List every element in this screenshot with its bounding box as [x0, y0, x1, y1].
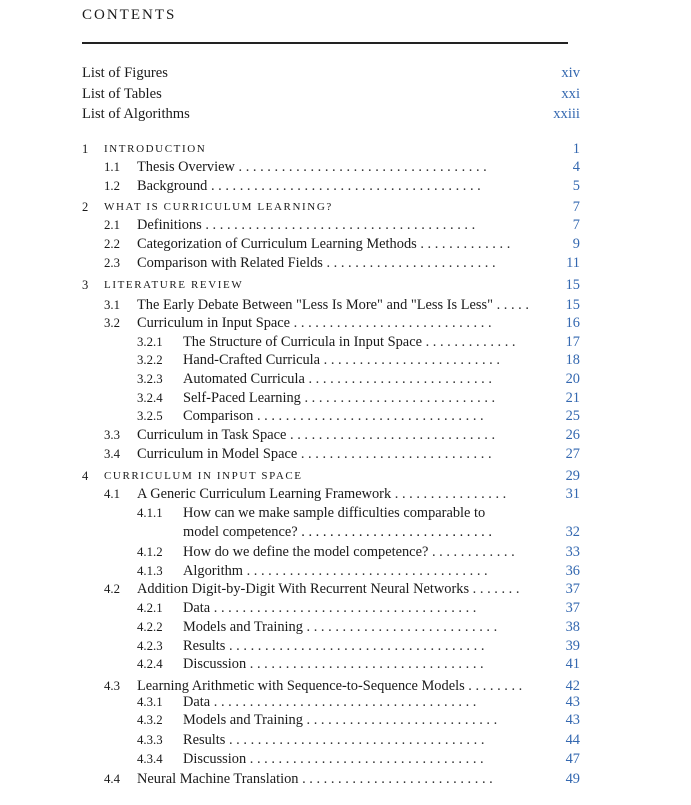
toc-subsection-entry[interactable]: [82, 351, 580, 370]
toc-section-entry[interactable]: [82, 445, 580, 464]
entry-number: 4.2: [104, 582, 120, 596]
page-number-link[interactable]: 27: [565, 446, 580, 462]
page-number-link[interactable]: 15: [565, 297, 580, 313]
entry-number: 3.4: [104, 447, 120, 461]
entry-title: Learning Arithmetic with Sequence-to-Sequence Models: [137, 678, 465, 694]
dot-leader: . . . . . . . . . . . . . . . . . . . . . . . . . . . . . . . . .: [246, 656, 484, 672]
toc-section-entry[interactable]: [82, 177, 580, 196]
dot-leader: . . . . . . . . . . . . . . . . . . . . . . . . . . .: [297, 446, 492, 462]
toc-section-entry[interactable]: [82, 580, 580, 599]
entry-title: Models and Training: [183, 712, 303, 728]
page-number-link[interactable]: 44: [565, 732, 580, 748]
dot-leader: . . . . . . . . . . . . . . . . . . . . . . . . . . .: [302, 712, 498, 728]
entry-number: 3: [82, 278, 89, 292]
page-number-link[interactable]: 29: [565, 468, 580, 484]
toc-subsection-entry[interactable]: [82, 389, 580, 408]
page-number-link[interactable]: 32: [565, 524, 580, 540]
dot-leader: . . . . . . . . . . . . . . . . . . . . . . . . . . . . . . . . . . . .: [225, 638, 485, 654]
entry-number: 3.2.5: [137, 409, 163, 423]
entry-title: Neural Machine Translation: [137, 771, 299, 787]
entry-number: 3.2.3: [137, 372, 163, 386]
entry-number: 2.3: [104, 256, 120, 270]
page-number-link[interactable]: 42: [565, 678, 580, 694]
entry-number: 4.3.3: [137, 733, 163, 747]
entry-title: Comparison with Related Fields: [137, 255, 323, 271]
entry-title: How do we define the model competence?: [183, 544, 429, 560]
page-number-link[interactable]: 41: [565, 656, 580, 672]
entry-number: 2: [82, 200, 89, 214]
toc-subsection-entry[interactable]: [82, 731, 580, 750]
toc-section-entry[interactable]: [82, 770, 580, 789]
entry-title: Discussion: [183, 751, 247, 767]
page-number-link[interactable]: 9: [572, 236, 580, 252]
toc-section-entry[interactable]: [82, 314, 580, 333]
toc-section-entry[interactable]: [82, 158, 580, 177]
dot-leader: . . . . . . . . . . . . . . . . . . . . . . . . . . . . . . . . . . . . . .: [207, 178, 481, 194]
toc-chapter-entry[interactable]: [82, 276, 580, 295]
entry-number: 4.1.1: [137, 506, 163, 520]
entry-number: 1.1: [104, 160, 120, 174]
dot-leader: . . . . . . . . . . . . . . . . . . . . . . . . . . . . . . . . .: [246, 751, 484, 767]
dot-leader: . . . . . . . . . . . . . . . . . . . . . . . . . .: [304, 371, 492, 387]
dot-leader: . . . . . . . . . . . . . . . .: [391, 486, 507, 502]
entry-number: 4: [82, 469, 89, 483]
toc-front-entry[interactable]: [82, 64, 580, 83]
page-number-link[interactable]: 7: [572, 199, 580, 215]
entry-title: Results: [183, 638, 226, 654]
toc-subsection-entry[interactable]: [82, 562, 580, 581]
entry-title: Comparison: [183, 408, 254, 424]
entry-number: 4.3.1: [137, 695, 163, 709]
page-number-link[interactable]: 15: [565, 277, 580, 293]
entry-title: Data: [183, 600, 211, 616]
dot-leader: . . . . . . . . . . . .: [428, 544, 515, 560]
dot-leader: . . . . . . .: [469, 581, 520, 597]
dot-leader: . . . . . . . . . . . . . . . . . . . . . . . . . . . . .: [286, 427, 496, 443]
entry-title: Categorization of Curriculum Learning Methods: [137, 236, 417, 252]
entry-title: Thesis Overview: [137, 159, 235, 175]
page-number-link[interactable]: 5: [572, 178, 580, 194]
entry-title: Hand-Crafted Curricula: [183, 352, 321, 368]
entry-title: List of Tables: [82, 86, 162, 102]
entry-number: 3.2.2: [137, 353, 163, 367]
entry-title: Background: [137, 178, 208, 194]
dot-leader: . . . . . . . . . . . . . . . . . . . . . . . . . . . . . . . .: [253, 408, 484, 424]
page-number-link[interactable]: 39: [565, 638, 580, 654]
entry-title: List of Algorithms: [82, 106, 190, 122]
toc-section-entry[interactable]: [82, 235, 580, 254]
page-number-link[interactable]: 49: [565, 771, 580, 787]
page-number-link[interactable]: xxi: [561, 86, 580, 102]
entry-number: 4.3: [104, 679, 120, 693]
entry-number: 4.2.3: [137, 639, 163, 653]
dot-leader: . . . . . . . . . . . . . . . . . . . . . . . . . . . . . . . . . . .: [234, 159, 487, 175]
page-number-link[interactable]: 1: [572, 141, 580, 157]
entry-title: List of Figures: [82, 65, 168, 81]
entry-number: 4.1: [104, 487, 120, 501]
toc-front-entry[interactable]: [82, 85, 580, 104]
dot-leader: . . . . . . . . . . . . . . . . . . . . . . . . . . .: [302, 619, 498, 635]
page-number-link[interactable]: 37: [565, 600, 580, 616]
dot-leader: . . . . . . . . . . . . . . . . . . . . . . . . .: [320, 352, 500, 368]
dot-leader: . . . . . . . .: [464, 678, 523, 694]
entry-title: Curriculum in Input Space: [137, 315, 291, 331]
toc-front-entry[interactable]: [82, 105, 580, 124]
toc-subsection-entry[interactable]: [82, 618, 580, 637]
entry-title: Algorithm: [183, 563, 243, 579]
heading-rule: [82, 42, 568, 44]
toc-subsection-entry[interactable]: [82, 750, 580, 769]
entry-title: The Structure of Curricula in Input Space: [183, 334, 422, 350]
entry-title: Discussion: [183, 656, 247, 672]
toc-subsection-entry[interactable]: [82, 655, 580, 674]
entry-number: 4.2.4: [137, 657, 163, 671]
entry-title: Definitions: [137, 217, 202, 233]
page-number-link[interactable]: xiv: [561, 65, 580, 81]
entry-title: How can we make sample difficulties comparable to: [183, 505, 486, 521]
entry-number: 1.2: [104, 179, 120, 193]
toc-subsection-entry[interactable]: [82, 637, 580, 656]
toc-heading: CONTENTS: [82, 7, 177, 23]
dot-leader: . . . . . . . . . . . . . . . . . . . . . . . . . . . .: [290, 315, 492, 331]
toc-chapter-entry[interactable]: [82, 198, 580, 217]
entry-number: 3.1: [104, 298, 120, 312]
toc-subsection-entry[interactable]: [82, 599, 580, 618]
entry-title: CURRICULUM IN INPUT SPACE: [104, 470, 303, 482]
entry-number: 3.2: [104, 316, 120, 330]
entry-title: WHAT IS CURRICULUM LEARNING?: [104, 201, 333, 213]
entry-title: LITERATURE REVIEW: [104, 279, 244, 291]
page-number-link[interactable]: 7: [572, 217, 580, 233]
page-number-link[interactable]: 43: [565, 694, 580, 710]
page-number-link[interactable]: 47: [565, 751, 580, 767]
toc-section-entry[interactable]: [82, 296, 580, 315]
page-number-link[interactable]: 16: [565, 315, 580, 331]
entry-title: Models and Training: [183, 619, 303, 635]
toc-entry-continuation[interactable]: [183, 523, 492, 542]
page-number-link[interactable]: 36: [565, 563, 580, 579]
dot-leader: . . . . . . . . . . . . . . . . . . . . . . . . . . .: [298, 771, 493, 787]
page-number-link[interactable]: 37: [565, 581, 580, 597]
entry-title: Addition Digit-by-Digit With Recurrent Neural Networks: [137, 581, 470, 597]
entry-number: 3.2.1: [137, 335, 163, 349]
toc-section-entry[interactable]: [82, 216, 580, 235]
entry-number: 2.2: [104, 237, 120, 251]
entry-number: 4.2.2: [137, 620, 163, 634]
page-number-link[interactable]: 43: [565, 712, 580, 728]
entry-number: 2.1: [104, 218, 120, 232]
toc-subsection-entry[interactable]: [82, 407, 580, 426]
page-number-link[interactable]: 21: [565, 390, 580, 406]
dot-leader: . . . . . . . . . . . . . . . . . . . . . . . . . . . . . . . . . .: [242, 563, 488, 579]
toc-section-entry[interactable]: [82, 254, 580, 273]
entry-number: 4.1.2: [137, 545, 163, 559]
entry-title: A Generic Curriculum Learning Framework: [137, 486, 392, 502]
entry-number: 4.3.2: [137, 713, 163, 727]
dot-leader: . . . . . . . . . . . . . . . . . . . . . . . . . . . . . . . . . . . . . .: [201, 217, 476, 233]
entry-title: Curriculum in Task Space: [137, 427, 287, 443]
page-number-link[interactable]: 11: [566, 255, 580, 271]
dot-leader: . . . . . . . . . . . . . . . . . . . . . . . . . . . . . . . . . . . .: [225, 732, 485, 748]
toc-chapter-entry[interactable]: [82, 140, 580, 159]
dot-leader: . . . . . . . . . . . . .: [416, 236, 511, 252]
dot-leader: . . . . . . . . . . . . . . . . . . . . . . . . . . .: [300, 390, 496, 406]
toc-section-entry[interactable]: [82, 426, 580, 445]
entry-number: 3.2.4: [137, 391, 163, 405]
dot-leader: . . . . . . . . . . . . .: [421, 334, 516, 350]
toc-chapter-entry[interactable]: [82, 467, 580, 486]
toc-subsection-entry[interactable]: [82, 543, 580, 562]
page-number-link[interactable]: 31: [565, 486, 580, 502]
page-number-link[interactable]: 38: [565, 619, 580, 635]
entry-title: Results: [183, 732, 226, 748]
entry-title: Self-Paced Learning: [183, 390, 301, 406]
dot-leader: . . . . . . . . . . . . . . . . . . . . . . . . . . . . . . . . . . . . .: [210, 694, 477, 710]
page-number-link[interactable]: 18: [565, 352, 580, 368]
entry-number: 4.2.1: [137, 601, 163, 615]
page-number-link[interactable]: 17: [565, 334, 580, 350]
dot-leader: . . . . . . . . . . . . . . . . . . . . . . . . . . . . . . . . . . . . .: [210, 600, 477, 616]
entry-number: 4.3.4: [137, 752, 163, 766]
page-number-link[interactable]: 20: [565, 371, 580, 387]
entry-number: 4.4: [104, 772, 120, 786]
entry-title: Automated Curricula: [183, 371, 305, 387]
page-number-link[interactable]: 33: [565, 544, 580, 560]
dot-leader: . . . . .: [492, 297, 529, 313]
page-number-link[interactable]: 26: [565, 427, 580, 443]
page-number-link[interactable]: 4: [572, 159, 580, 175]
entry-number: 1: [82, 142, 89, 156]
entry-title: INTRODUCTION: [104, 143, 207, 155]
entry-number: 4.1.3: [137, 564, 163, 578]
toc-subsection-entry[interactable]: [82, 370, 580, 389]
page-number-link[interactable]: 25: [565, 408, 580, 424]
toc-subsection-entry[interactable]: [82, 693, 580, 712]
toc-subsection-entry[interactable]: [82, 333, 580, 352]
entry-title: The Early Debate Between "Less Is More" and "Less Is Less": [137, 297, 493, 313]
dot-leader: . . . . . . . . . . . . . . . . . . . . . . . . . . .: [297, 524, 492, 540]
entry-title: Curriculum in Model Space: [137, 446, 298, 462]
toc-subsection-entry[interactable]: [82, 711, 580, 730]
toc-section-entry[interactable]: [82, 485, 580, 504]
page-number-link[interactable]: xxiii: [553, 106, 580, 122]
entry-title: Data: [183, 694, 211, 710]
entry-title-continued: model competence?: [183, 524, 298, 540]
dot-leader: . . . . . . . . . . . . . . . . . . . . . . . .: [322, 255, 496, 271]
entry-number: 3.3: [104, 428, 120, 442]
